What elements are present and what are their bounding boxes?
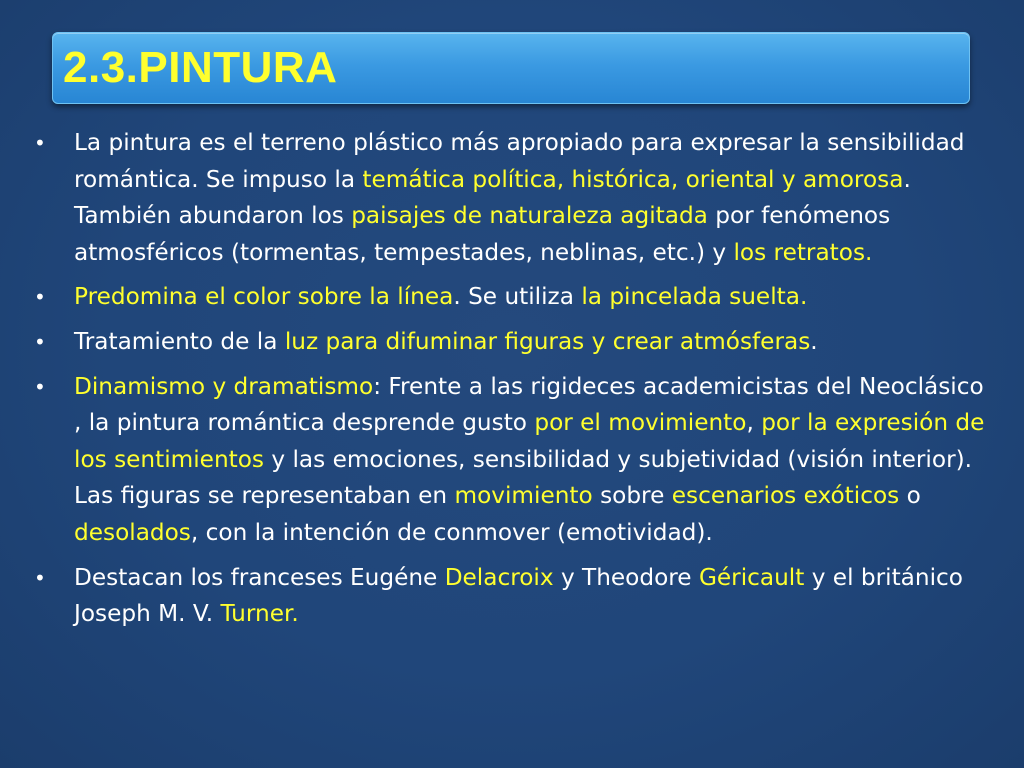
body-text: y Theodore	[553, 563, 699, 591]
bullet-text	[74, 328, 818, 355]
highlighted-text: los retratos.	[733, 238, 873, 266]
bullet-list	[30, 125, 992, 641]
body-text: La pintura es el terreno plástico más apropiado para expresar la sensibilidad romántica. Se impuso la	[74, 129, 965, 193]
highlighted-text: paisajes de naturaleza agitada	[351, 202, 708, 230]
highlighted-text: la pincelada suelta.	[581, 283, 808, 311]
highlighted-text: Turner.	[220, 600, 299, 628]
body-text: Tratamiento de la	[74, 327, 285, 355]
bullet-text	[74, 373, 984, 546]
title-bar	[52, 32, 970, 104]
bullet-item	[30, 560, 992, 633]
bullet-text	[74, 129, 965, 266]
body-text: ,	[746, 409, 762, 437]
highlighted-text: por la expresión de los sentimientos	[74, 409, 985, 473]
highlighted-text: luz para difuminar figuras y crear atmósferas	[284, 327, 811, 355]
highlighted-text: movimiento	[454, 482, 593, 510]
bullet-item	[30, 324, 992, 361]
highlighted-text: Dinamismo y dramatismo	[74, 372, 374, 400]
body-text: : Frente a las rigideces academicistas del Neoclásico , la pintura romántica desprende gusto	[74, 372, 984, 437]
body-text: , con la intención de conmover (emotividad).	[190, 518, 713, 546]
highlighted-text: por el movimiento	[534, 409, 747, 437]
bullet-text	[74, 564, 963, 628]
bullet-item	[30, 369, 992, 552]
bullet-item	[30, 125, 992, 271]
highlighted-text: Géricault	[698, 563, 805, 591]
bullet-dot-icon: •	[34, 565, 46, 590]
body-text: sobre	[592, 482, 672, 510]
highlighted-text: escenarios exóticos	[671, 482, 900, 510]
bullet-dot-icon: •	[34, 131, 46, 155]
body-text: o	[899, 482, 921, 510]
bullet-item	[30, 279, 992, 316]
slide-title: 2.3.PINTURA	[63, 43, 338, 92]
highlighted-text: desolados	[74, 518, 191, 546]
body-text: Destacan los franceses Eugéne	[74, 563, 445, 591]
body-text: por fenómenos atmosféricos (tormentas, tempestades, neblinas, etc.) y	[74, 202, 891, 266]
body-text: .	[810, 327, 818, 355]
bullet-text	[74, 283, 807, 310]
body-text: . Se utiliza	[453, 283, 582, 311]
body-text: y el británico Joseph M. V.	[74, 563, 963, 628]
body-text: y las emociones, sensibilidad y subjetividad (visión interior). Las figuras se representaban en	[74, 445, 973, 510]
bullet-dot-icon: •	[34, 374, 46, 399]
highlighted-text: Predomina el color sobre la línea	[74, 283, 454, 311]
highlighted-text: Delacroix	[444, 563, 554, 591]
highlighted-text: temática política, histórica, oriental y amorosa	[362, 165, 904, 193]
bullet-dot-icon: •	[34, 285, 46, 310]
bullet-dot-icon: •	[34, 329, 46, 354]
body-text: . También abundaron los	[74, 165, 911, 230]
